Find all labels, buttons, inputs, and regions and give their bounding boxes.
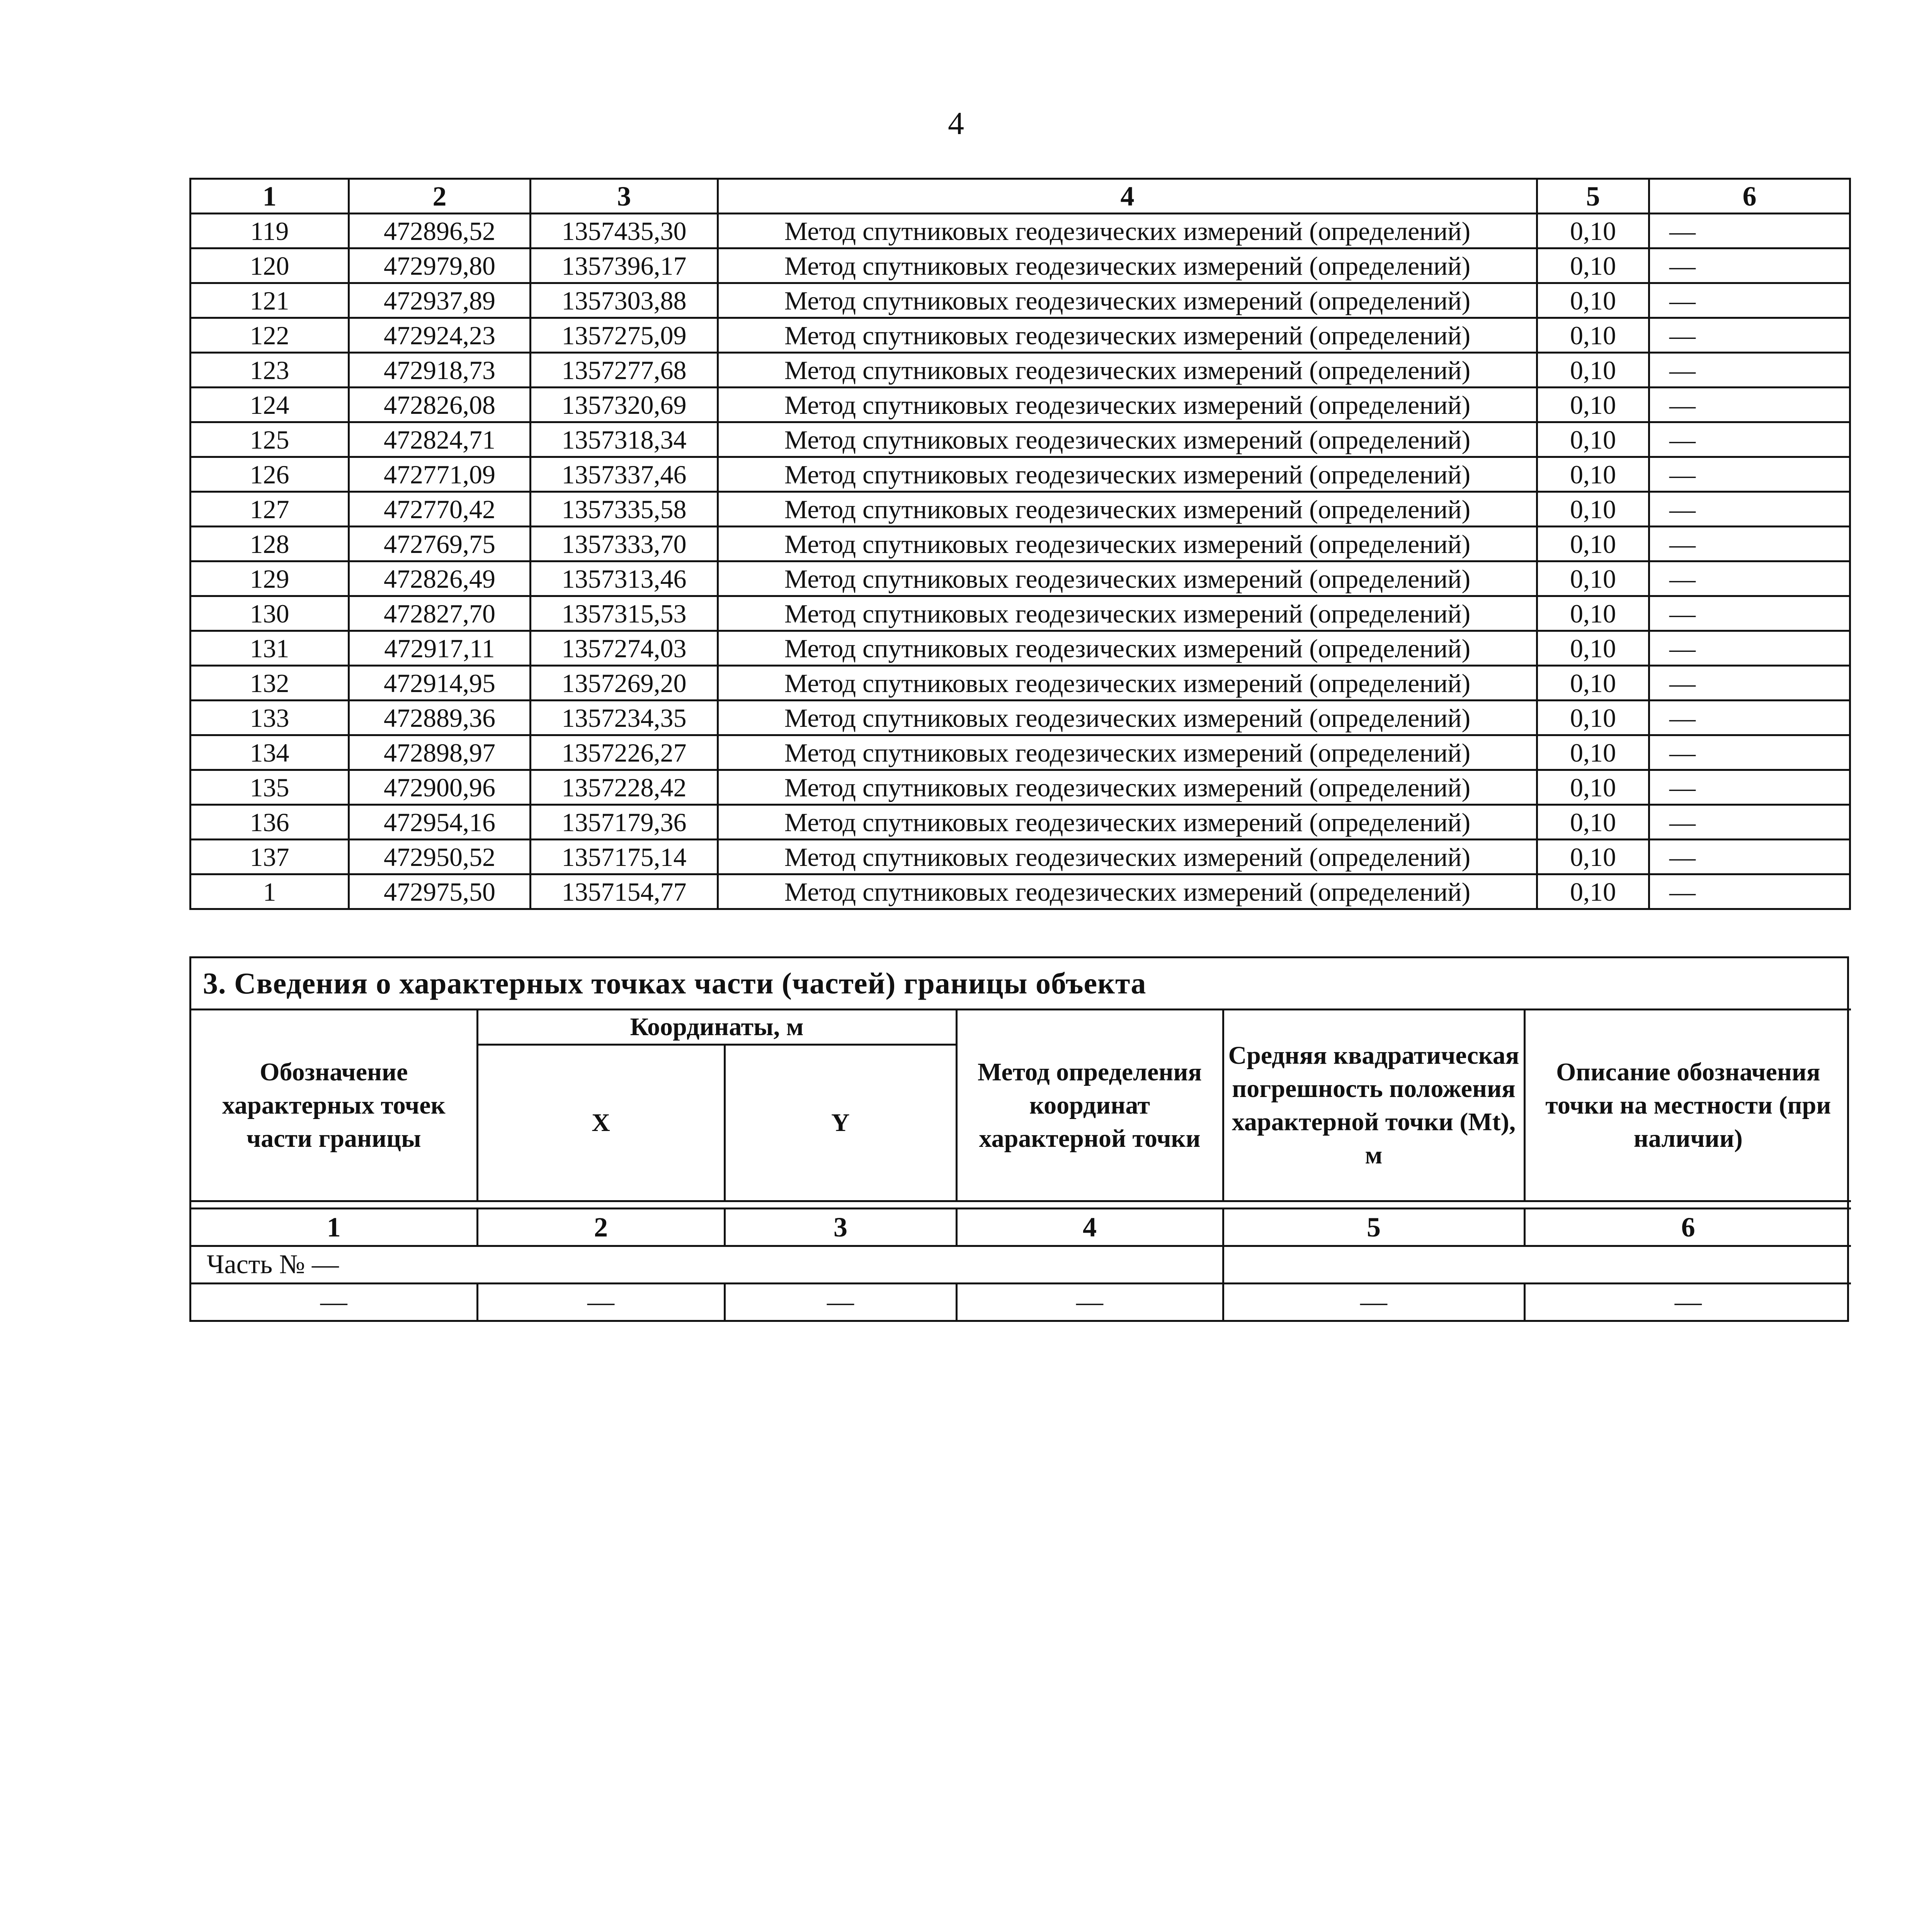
description-cell: — <box>1649 735 1850 770</box>
coord-y: 1357274,03 <box>531 631 718 666</box>
coord-y: 1357154,77 <box>531 874 718 909</box>
column-number: 3 <box>725 1209 956 1246</box>
accuracy-cell: 0,10 <box>1537 527 1649 561</box>
accuracy-cell: 0,10 <box>1537 596 1649 631</box>
method-cell: Метод спутниковых геодезических измерений (определений) <box>718 214 1537 248</box>
table-row <box>191 596 1850 631</box>
coord-y: 1357320,69 <box>531 388 718 422</box>
table-row <box>191 701 1850 735</box>
point-number: 131 <box>191 631 349 666</box>
accuracy-cell: 0,10 <box>1537 214 1649 248</box>
coord-y: 1357335,58 <box>531 492 718 527</box>
method-cell: Метод спутниковых геодезических измерений (определений) <box>718 805 1537 840</box>
coord-x: 472896,52 <box>349 214 531 248</box>
description-cell: — <box>1649 874 1850 909</box>
accuracy-cell: 0,10 <box>1537 492 1649 527</box>
method-cell: Метод спутниковых геодезических измерений (определений) <box>718 666 1537 701</box>
table-row <box>191 805 1850 840</box>
point-number: 132 <box>191 666 349 701</box>
point-number: 129 <box>191 561 349 596</box>
accuracy-cell: 0,10 <box>1537 248 1649 283</box>
point-number: 134 <box>191 735 349 770</box>
table-row <box>191 666 1850 701</box>
accuracy-cell: 0,10 <box>1537 770 1649 805</box>
column-number-row <box>191 179 1850 214</box>
description-cell: — <box>1649 527 1850 561</box>
accuracy-cell: 0,10 <box>1537 561 1649 596</box>
coord-y: 1357333,70 <box>531 527 718 561</box>
coord-y: 1357318,34 <box>531 422 718 457</box>
description-cell: — <box>1649 492 1850 527</box>
method-cell: Метод спутниковых геодезических измерений (определений) <box>718 596 1537 631</box>
accuracy-cell: 0,10 <box>1537 701 1649 735</box>
method-cell: Метод спутниковых геодезических измерений (определений) <box>718 422 1537 457</box>
point-number: 133 <box>191 701 349 735</box>
column-number: 4 <box>718 179 1537 214</box>
column-number: 2 <box>477 1209 725 1246</box>
empty-cell: — <box>956 1284 1223 1320</box>
accuracy-cell: 0,10 <box>1537 388 1649 422</box>
coord-y: 1357315,53 <box>531 596 718 631</box>
coord-y: 1357313,46 <box>531 561 718 596</box>
table-row <box>191 388 1850 422</box>
description-cell: — <box>1649 422 1850 457</box>
method-cell: Метод спутниковых геодезических измерений (определений) <box>718 631 1537 666</box>
description-cell: — <box>1649 457 1850 492</box>
accuracy-cell: 0,10 <box>1537 840 1649 874</box>
method-cell: Метод спутниковых геодезических измерений (определений) <box>718 353 1537 388</box>
table-row <box>191 561 1850 596</box>
header-y: Y <box>725 1045 956 1201</box>
coord-x: 472770,42 <box>349 492 531 527</box>
accuracy-cell: 0,10 <box>1537 735 1649 770</box>
description-cell: — <box>1649 596 1850 631</box>
method-cell: Метод спутниковых геодезических измерений (определений) <box>718 735 1537 770</box>
table-row <box>191 735 1850 770</box>
table-row <box>191 353 1850 388</box>
coord-y: 1357275,09 <box>531 318 718 353</box>
point-number: 125 <box>191 422 349 457</box>
column-number: 1 <box>191 1209 477 1246</box>
header-method: Метод определения координат характерной точки <box>956 1010 1223 1201</box>
coord-x: 472889,36 <box>349 701 531 735</box>
table-row <box>191 631 1850 666</box>
column-number: 5 <box>1537 179 1649 214</box>
description-cell: — <box>1649 805 1850 840</box>
coord-y: 1357277,68 <box>531 353 718 388</box>
accuracy-cell: 0,10 <box>1537 666 1649 701</box>
empty-cell: — <box>1223 1284 1524 1320</box>
method-cell: Метод спутниковых геодезических измерений (определений) <box>718 874 1537 909</box>
method-cell: Метод спутниковых геодезических измерений (определений) <box>718 840 1537 874</box>
header-gap <box>191 1201 1851 1209</box>
part-points-table <box>191 1009 1851 1320</box>
accuracy-cell: 0,10 <box>1537 631 1649 666</box>
point-number: 126 <box>191 457 349 492</box>
part-label: Часть № — <box>191 1246 1223 1284</box>
table-row <box>191 422 1850 457</box>
coordinates-table-body <box>191 214 1850 909</box>
table-row <box>191 492 1850 527</box>
point-number: 121 <box>191 283 349 318</box>
method-cell: Метод спутниковых геодезических измерений (определений) <box>718 770 1537 805</box>
table-row <box>191 248 1850 283</box>
method-cell: Метод спутниковых геодезических измерений (определений) <box>718 701 1537 735</box>
part-row <box>191 1246 1851 1284</box>
table-row <box>191 527 1850 561</box>
table-row <box>191 214 1850 248</box>
coord-x: 472937,89 <box>349 283 531 318</box>
method-cell: Метод спутниковых геодезических измерений (определений) <box>718 492 1537 527</box>
header-coordinates: Координаты, м <box>477 1010 956 1045</box>
point-number: 127 <box>191 492 349 527</box>
description-cell: — <box>1649 701 1850 735</box>
coord-x: 472914,95 <box>349 666 531 701</box>
point-number: 130 <box>191 596 349 631</box>
table-row <box>191 840 1850 874</box>
column-number: 5 <box>1223 1209 1524 1246</box>
header-description: Описание обозначения точки на местности (при наличии) <box>1524 1010 1851 1201</box>
description-cell: — <box>1649 631 1850 666</box>
column-number: 6 <box>1524 1209 1851 1246</box>
coord-x: 472954,16 <box>349 805 531 840</box>
coord-x: 472826,08 <box>349 388 531 422</box>
table-row <box>191 283 1850 318</box>
coordinates-table <box>189 178 1851 910</box>
description-cell: — <box>1649 840 1850 874</box>
empty-cell: — <box>725 1284 956 1320</box>
method-cell: Метод спутниковых геодезических измерений (определений) <box>718 318 1537 353</box>
point-number: 122 <box>191 318 349 353</box>
empty-cell: — <box>1524 1284 1851 1320</box>
column-number-row <box>191 1209 1851 1246</box>
coord-x: 472900,96 <box>349 770 531 805</box>
method-cell: Метод спутниковых геодезических измерений (определений) <box>718 561 1537 596</box>
point-number: 120 <box>191 248 349 283</box>
accuracy-cell: 0,10 <box>1537 874 1649 909</box>
coord-y: 1357179,36 <box>531 805 718 840</box>
point-number: 135 <box>191 770 349 805</box>
description-cell: — <box>1649 283 1850 318</box>
coord-x: 472898,97 <box>349 735 531 770</box>
point-number: 124 <box>191 388 349 422</box>
column-number: 3 <box>531 179 718 214</box>
description-cell: — <box>1649 214 1850 248</box>
description-cell: — <box>1649 318 1850 353</box>
description-cell: — <box>1649 561 1850 596</box>
coord-x: 472918,73 <box>349 353 531 388</box>
coord-x: 472950,52 <box>349 840 531 874</box>
coord-x: 472975,50 <box>349 874 531 909</box>
coord-x: 472771,09 <box>349 457 531 492</box>
coord-y: 1357396,17 <box>531 248 718 283</box>
table-row <box>191 457 1850 492</box>
coord-y: 1357269,20 <box>531 666 718 701</box>
coord-x: 472826,49 <box>349 561 531 596</box>
coord-y: 1357337,46 <box>531 457 718 492</box>
table-row <box>191 770 1850 805</box>
coord-x: 472769,75 <box>349 527 531 561</box>
method-cell: Метод спутниковых геодезических измерений (определений) <box>718 283 1537 318</box>
section-title: 3. Сведения о характерных точках части (частей) границы объекта <box>203 966 1147 1000</box>
method-cell: Метод спутниковых геодезических измерений (определений) <box>718 248 1537 283</box>
point-number: 119 <box>191 214 349 248</box>
column-number: 1 <box>191 179 349 214</box>
method-cell: Метод спутниковых геодезических измерений (определений) <box>718 457 1537 492</box>
point-number: 1 <box>191 874 349 909</box>
page-number: 4 <box>948 105 964 141</box>
point-number: 137 <box>191 840 349 874</box>
column-number: 2 <box>349 179 531 214</box>
point-number: 136 <box>191 805 349 840</box>
description-cell: — <box>1649 666 1850 701</box>
method-cell: Метод спутниковых геодезических измерений (определений) <box>718 527 1537 561</box>
coord-y: 1357303,88 <box>531 283 718 318</box>
accuracy-cell: 0,10 <box>1537 805 1649 840</box>
accuracy-cell: 0,10 <box>1537 283 1649 318</box>
method-cell: Метод спутниковых геодезических измерений (определений) <box>718 388 1537 422</box>
table-row <box>191 318 1850 353</box>
empty-cell: — <box>477 1284 725 1320</box>
description-cell: — <box>1649 388 1850 422</box>
point-number: 123 <box>191 353 349 388</box>
header-x: X <box>477 1045 725 1201</box>
header-designation: Обозначение характерных точек части границы <box>191 1010 477 1201</box>
column-number: 4 <box>956 1209 1223 1246</box>
coord-y: 1357435,30 <box>531 214 718 248</box>
description-cell: — <box>1649 770 1850 805</box>
accuracy-cell: 0,10 <box>1537 457 1649 492</box>
header-accuracy: Средняя квадратическая погрешность положения характерной точки (Мt), м <box>1223 1010 1524 1201</box>
coord-x: 472827,70 <box>349 596 531 631</box>
description-cell: — <box>1649 353 1850 388</box>
accuracy-cell: 0,10 <box>1537 318 1649 353</box>
coord-y: 1357226,27 <box>531 735 718 770</box>
empty-cell: — <box>191 1284 477 1320</box>
coord-y: 1357234,35 <box>531 701 718 735</box>
accuracy-cell: 0,10 <box>1537 422 1649 457</box>
part-empty-cell <box>1223 1246 1851 1284</box>
description-cell: — <box>1649 248 1850 283</box>
coord-x: 472917,11 <box>349 631 531 666</box>
coord-x: 472924,23 <box>349 318 531 353</box>
coord-x: 472824,71 <box>349 422 531 457</box>
table-row <box>191 1284 1851 1320</box>
point-number: 128 <box>191 527 349 561</box>
section-3 <box>189 956 1849 1322</box>
coord-x: 472979,80 <box>349 248 531 283</box>
column-number: 6 <box>1649 179 1850 214</box>
coord-y: 1357228,42 <box>531 770 718 805</box>
accuracy-cell: 0,10 <box>1537 353 1649 388</box>
table-row <box>191 874 1850 909</box>
coord-y: 1357175,14 <box>531 840 718 874</box>
